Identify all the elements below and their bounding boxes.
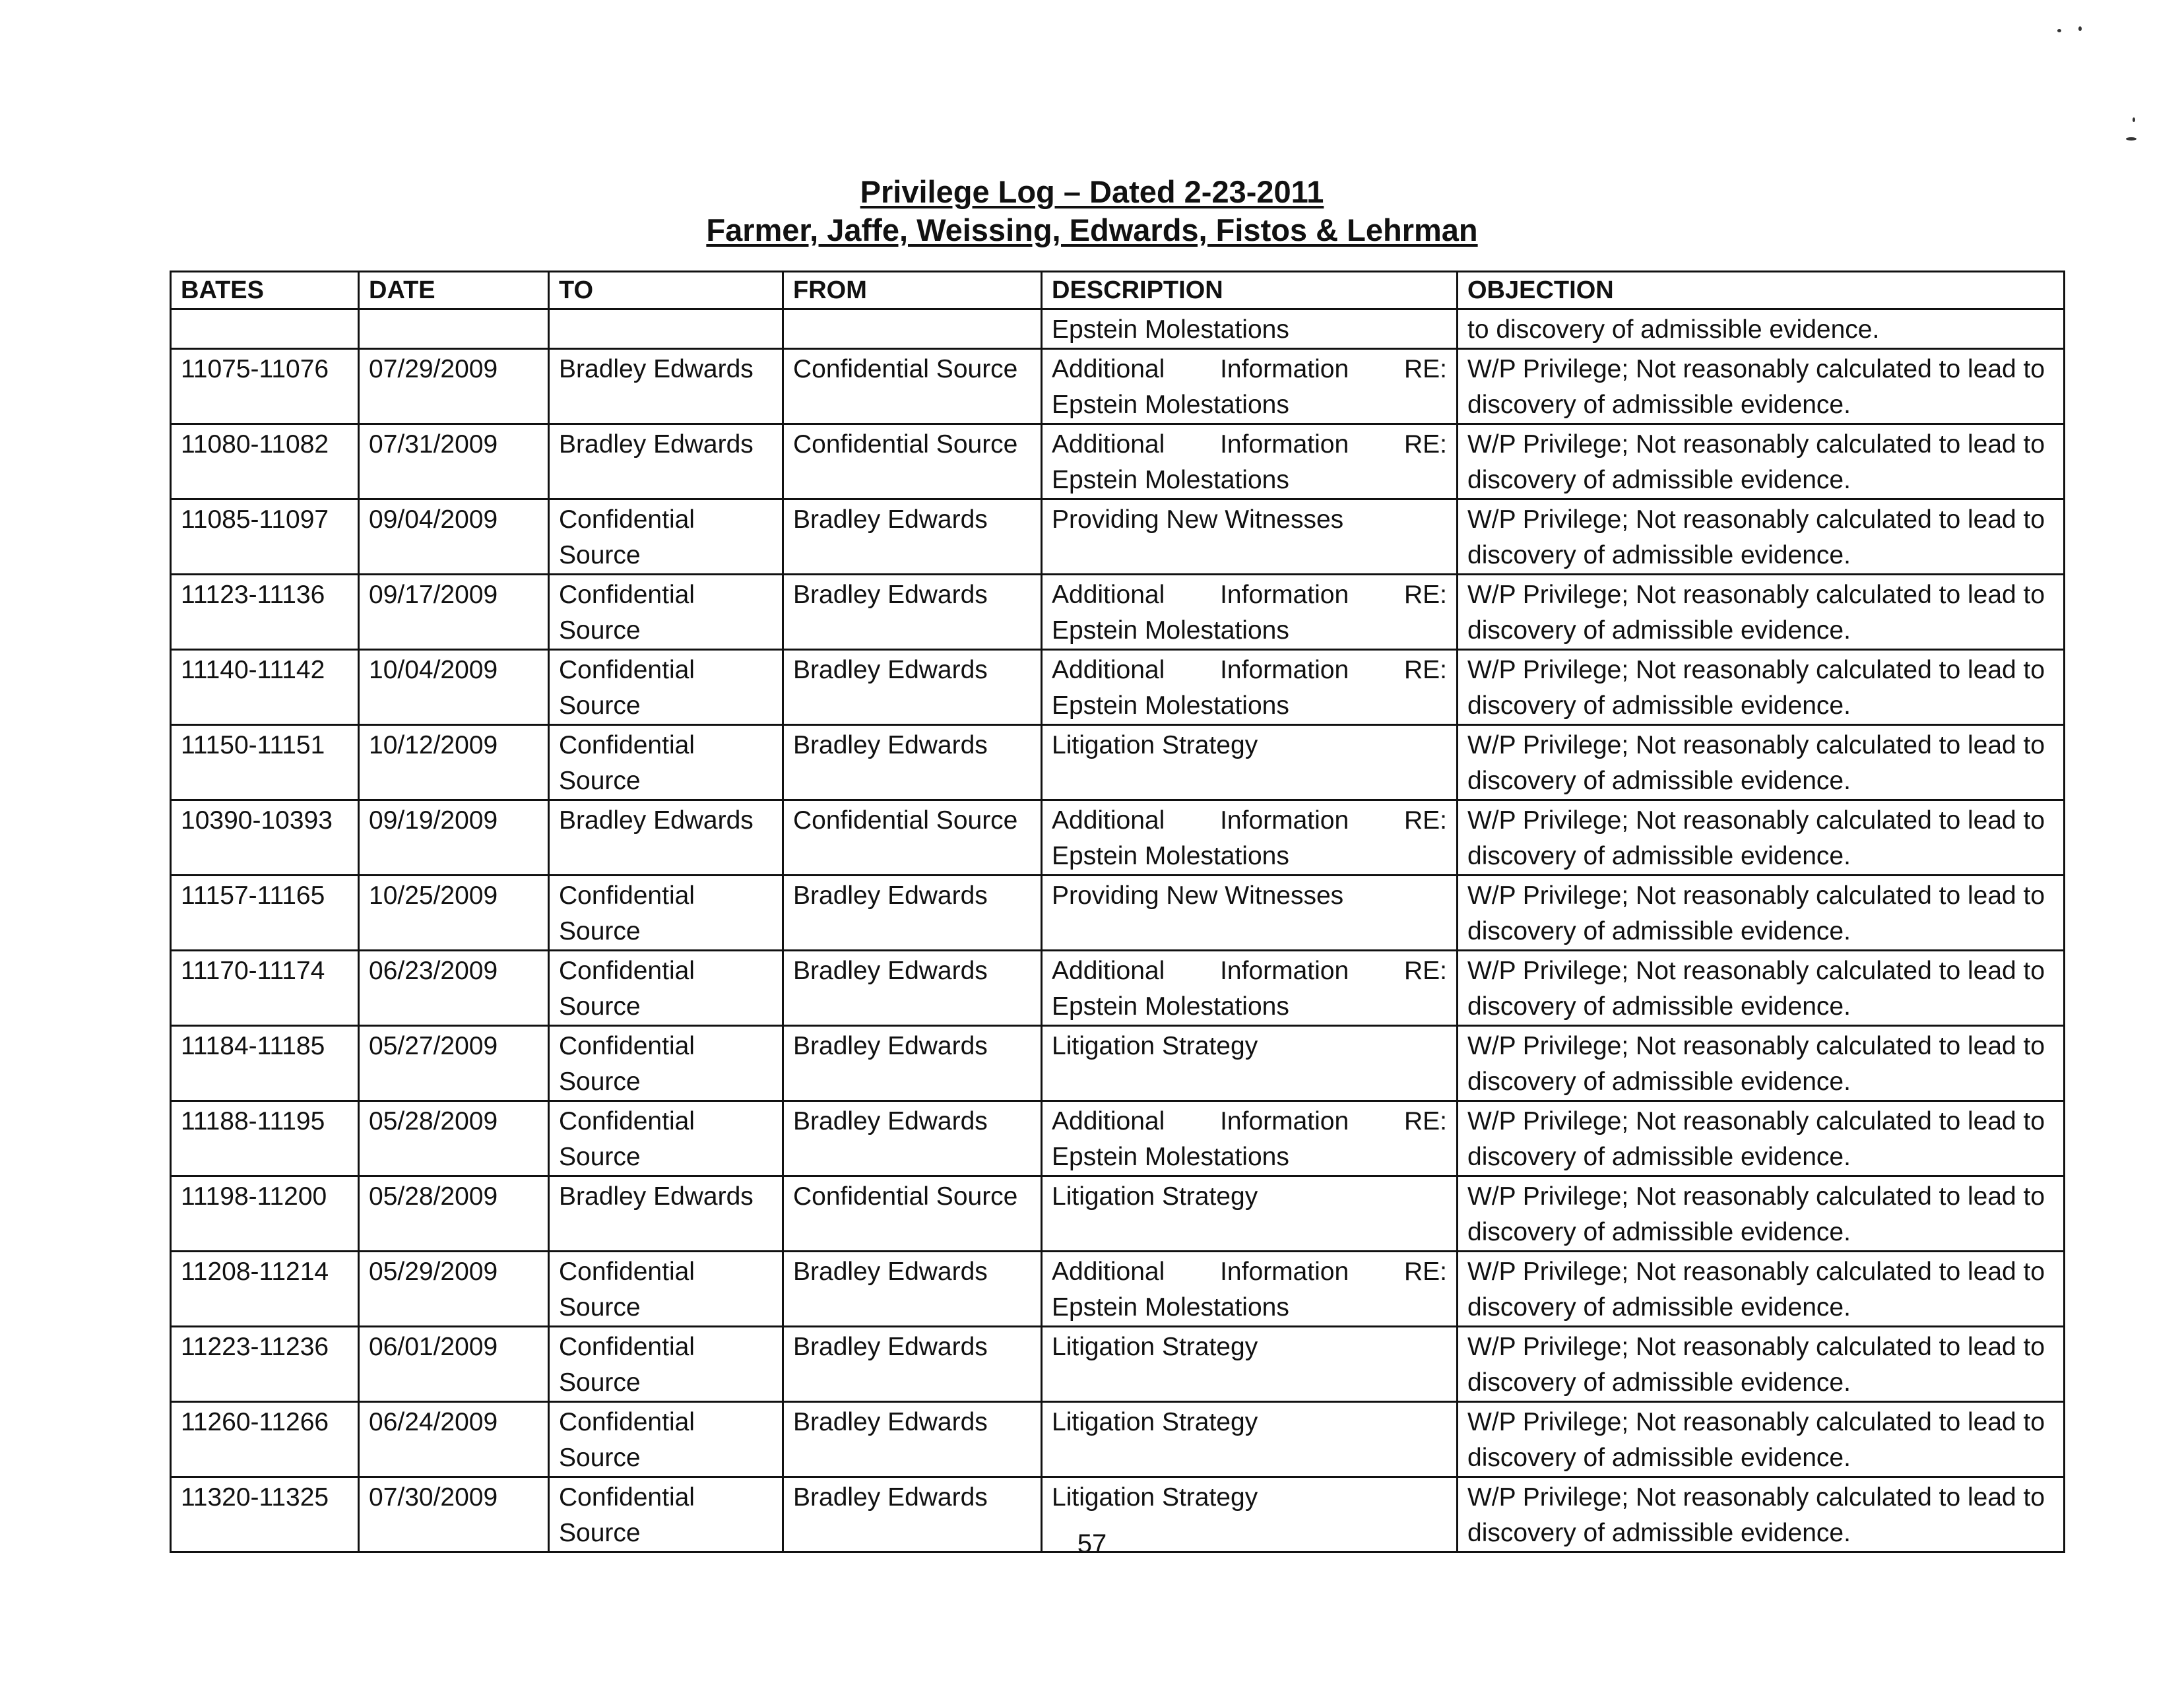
cell-objection: W/P Privilege; Not reasonably calculated to lead to discovery of admissible evidence. [1458, 1176, 2065, 1252]
cell-date: 10/04/2009 [359, 650, 549, 725]
cell-from: Confidential Source [783, 1176, 1042, 1252]
cell-bates: 11157-11165 [171, 876, 359, 951]
scan-speck [2133, 117, 2135, 122]
cell-to: Confidential Source [549, 1327, 783, 1402]
desc-word-re: RE: [1403, 957, 1447, 985]
continuation-row [171, 309, 2065, 349]
cell-from: Bradley Edwards [783, 1101, 1042, 1176]
column-header-objection: OBJECTION [1458, 272, 2065, 309]
cell-objection: W/P Privilege; Not reasonably calculated to lead to discovery of admissible evidence. [1458, 424, 2065, 499]
cell-to: Bradley Edwards [549, 349, 783, 424]
table-body [171, 309, 2065, 1552]
desc-line-epstein: Epstein Molestations [1052, 391, 1289, 419]
scan-speck [2126, 137, 2136, 141]
column-header-to: TO [549, 272, 783, 309]
desc-line-epstein: Epstein Molestations [1052, 1293, 1289, 1322]
desc-word-information: Information [1220, 355, 1349, 383]
cell-from: Bradley Edwards [783, 1327, 1042, 1402]
cell-date: 09/17/2009 [359, 575, 549, 650]
cell-date: 09/19/2009 [359, 800, 549, 876]
cell-bates: 11223-11236 [171, 1327, 359, 1402]
cell-description [1042, 650, 1458, 725]
cell-bates: 11198-11200 [171, 1176, 359, 1252]
column-header-date: DATE [359, 272, 549, 309]
cell-bates: 11188-11195 [171, 1101, 359, 1176]
cell-date: 07/30/2009 [359, 1477, 549, 1552]
scan-speck [2078, 26, 2082, 31]
privilege-log-table [170, 271, 2065, 1553]
cell-description [1042, 349, 1458, 424]
column-header-bates: BATES [171, 272, 359, 309]
cell-from: Bradley Edwards [783, 1252, 1042, 1327]
desc-word-additional: Additional [1052, 806, 1165, 835]
cell-objection: W/P Privilege; Not reasonably calculated to lead to discovery of admissible evidence. [1458, 951, 2065, 1026]
cell-objection: W/P Privilege; Not reasonably calculated to lead to discovery of admissible evidence. [1458, 349, 2065, 424]
desc-word-information: Information [1220, 430, 1349, 459]
table-row [171, 725, 2065, 800]
cell-to: Confidential Source [549, 876, 783, 951]
cell-description: Providing New Witnesses [1042, 499, 1458, 575]
desc-word-additional: Additional [1052, 656, 1165, 684]
cell-to: Confidential Source [549, 650, 783, 725]
cell-description: Litigation Strategy [1042, 725, 1458, 800]
cell-description: Epstein Molestations [1042, 309, 1458, 349]
cell-objection: W/P Privilege; Not reasonably calculated to lead to discovery of admissible evidence. [1458, 499, 2065, 575]
desc-word-re: RE: [1403, 355, 1447, 383]
cell-from: Bradley Edwards [783, 1477, 1042, 1552]
desc-word-information: Information [1220, 806, 1349, 835]
cell-bates: 11140-11142 [171, 650, 359, 725]
desc-line-epstein: Epstein Molestations [1052, 842, 1289, 870]
cell-objection: to discovery of admissible evidence. [1458, 309, 2065, 349]
cell-description: Litigation Strategy [1042, 1176, 1458, 1252]
cell-from: Bradley Edwards [783, 725, 1042, 800]
page-number: 57 [1077, 1529, 1107, 1558]
cell-bates: 11184-11185 [171, 1026, 359, 1101]
table-row [171, 800, 2065, 876]
desc-word-information: Information [1220, 1107, 1349, 1135]
cell-to [549, 309, 783, 349]
cell-description [1042, 1101, 1458, 1176]
cell-objection: W/P Privilege; Not reasonably calculated to lead to discovery of admissible evidence. [1458, 725, 2065, 800]
cell-objection: W/P Privilege; Not reasonably calculated to lead to discovery of admissible evidence. [1458, 1477, 2065, 1552]
cell-date: 10/25/2009 [359, 876, 549, 951]
cell-to: Bradley Edwards [549, 800, 783, 876]
table-row [171, 1176, 2065, 1252]
cell-bates: 11075-11076 [171, 349, 359, 424]
cell-date: 05/27/2009 [359, 1026, 549, 1101]
table-row [171, 424, 2065, 499]
cell-objection: W/P Privilege; Not reasonably calculated to lead to discovery of admissible evidence. [1458, 575, 2065, 650]
cell-bates: 11260-11266 [171, 1402, 359, 1477]
desc-word-additional: Additional [1052, 581, 1165, 609]
desc-word-re: RE: [1403, 430, 1447, 459]
cell-from: Bradley Edwards [783, 951, 1042, 1026]
desc-word-re: RE: [1403, 656, 1447, 684]
cell-from: Confidential Source [783, 349, 1042, 424]
cell-description: Litigation Strategy [1042, 1327, 1458, 1402]
description-additional-info [1052, 803, 1447, 874]
description-additional-info [1052, 653, 1447, 724]
cell-description [1042, 575, 1458, 650]
cell-description: Litigation Strategy [1042, 1402, 1458, 1477]
cell-date: 05/28/2009 [359, 1176, 549, 1252]
title-line-1: Privilege Log – Dated 2-23-2011 [860, 174, 1324, 209]
cell-to: Confidential Source [549, 1026, 783, 1101]
cell-bates: 11170-11174 [171, 951, 359, 1026]
desc-word-information: Information [1220, 957, 1349, 985]
desc-line-epstein: Epstein Molestations [1052, 616, 1289, 645]
desc-word-additional: Additional [1052, 957, 1165, 985]
table-row [171, 1026, 2065, 1101]
cell-date: 07/31/2009 [359, 424, 549, 499]
desc-word-re: RE: [1403, 1107, 1447, 1135]
cell-to: Confidential Source [549, 1101, 783, 1176]
cell-date: 05/28/2009 [359, 1101, 549, 1176]
cell-date: 07/29/2009 [359, 349, 549, 424]
table-row [171, 575, 2065, 650]
column-header-description: DESCRIPTION [1042, 272, 1458, 309]
cell-to: Confidential Source [549, 575, 783, 650]
cell-to: Confidential Source [549, 1252, 783, 1327]
column-header-from: FROM [783, 272, 1042, 309]
cell-date [359, 309, 549, 349]
description-additional-info [1052, 352, 1447, 423]
table-row [171, 876, 2065, 951]
cell-objection: W/P Privilege; Not reasonably calculated to lead to discovery of admissible evidence. [1458, 1327, 2065, 1402]
cell-bates: 10390-10393 [171, 800, 359, 876]
cell-to: Confidential Source [549, 499, 783, 575]
cell-from: Bradley Edwards [783, 1402, 1042, 1477]
cell-from: Confidential Source [783, 800, 1042, 876]
desc-word-re: RE: [1403, 806, 1447, 835]
table-row [171, 1402, 2065, 1477]
document-title [0, 173, 2184, 249]
cell-description [1042, 800, 1458, 876]
desc-word-additional: Additional [1052, 1107, 1165, 1135]
cell-from: Bradley Edwards [783, 650, 1042, 725]
cell-date: 05/29/2009 [359, 1252, 549, 1327]
table-row [171, 499, 2065, 575]
desc-line-epstein: Epstein Molestations [1052, 992, 1289, 1021]
description-additional-info [1052, 1104, 1447, 1175]
description-additional-info [1052, 1254, 1447, 1325]
cell-description: Litigation Strategy [1042, 1477, 1458, 1552]
desc-line-epstein: Epstein Molestations [1052, 691, 1289, 720]
desc-word-additional: Additional [1052, 430, 1165, 459]
cell-bates: 11150-11151 [171, 725, 359, 800]
cell-to: Confidential Source [549, 1477, 783, 1552]
cell-to: Bradley Edwards [549, 424, 783, 499]
desc-word-re: RE: [1403, 1258, 1447, 1286]
cell-objection: W/P Privilege; Not reasonably calculated to lead to discovery of admissible evidence. [1458, 800, 2065, 876]
description-additional-info [1052, 953, 1447, 1025]
cell-description: Litigation Strategy [1042, 1026, 1458, 1101]
desc-line-epstein: Epstein Molestations [1052, 1143, 1289, 1171]
cell-from: Bradley Edwards [783, 876, 1042, 951]
cell-to: Confidential Source [549, 1402, 783, 1477]
description-additional-info [1052, 577, 1447, 649]
table-row [171, 1252, 2065, 1327]
cell-bates: 11085-11097 [171, 499, 359, 575]
cell-from: Bradley Edwards [783, 499, 1042, 575]
desc-word-additional: Additional [1052, 355, 1165, 383]
cell-date: 06/01/2009 [359, 1327, 549, 1402]
table-row [171, 349, 2065, 424]
table-header-row [171, 272, 2065, 309]
cell-objection: W/P Privilege; Not reasonably calculated to lead to discovery of admissible evidence. [1458, 1026, 2065, 1101]
desc-word-additional: Additional [1052, 1258, 1165, 1286]
cell-objection: W/P Privilege; Not reasonably calculated to lead to discovery of admissible evidence. [1458, 1402, 2065, 1477]
cell-to: Bradley Edwards [549, 1176, 783, 1252]
cell-date: 06/23/2009 [359, 951, 549, 1026]
table-row [171, 1101, 2065, 1176]
cell-date: 09/04/2009 [359, 499, 549, 575]
table-row [171, 951, 2065, 1026]
cell-bates: 11208-11214 [171, 1252, 359, 1327]
cell-date: 10/12/2009 [359, 725, 549, 800]
desc-word-information: Information [1220, 1258, 1349, 1286]
table-row [171, 1327, 2065, 1402]
cell-from [783, 309, 1042, 349]
cell-description: Providing New Witnesses [1042, 876, 1458, 951]
cell-description [1042, 951, 1458, 1026]
scan-speck [2057, 29, 2061, 32]
desc-line-epstein: Epstein Molestations [1052, 466, 1289, 494]
cell-objection: W/P Privilege; Not reasonably calculated to lead to discovery of admissible evidence. [1458, 650, 2065, 725]
cell-objection: W/P Privilege; Not reasonably calculated to lead to discovery of admissible evidence. [1458, 1101, 2065, 1176]
cell-from: Bradley Edwards [783, 1026, 1042, 1101]
cell-bates: 11080-11082 [171, 424, 359, 499]
cell-bates [171, 309, 359, 349]
desc-word-re: RE: [1403, 581, 1447, 609]
cell-objection: W/P Privilege; Not reasonably calculated to lead to discovery of admissible evidence. [1458, 876, 2065, 951]
cell-from: Confidential Source [783, 424, 1042, 499]
cell-to: Confidential Source [549, 951, 783, 1026]
cell-from: Bradley Edwards [783, 575, 1042, 650]
cell-date: 06/24/2009 [359, 1402, 549, 1477]
cell-bates: 11320-11325 [171, 1477, 359, 1552]
desc-word-information: Information [1220, 656, 1349, 684]
cell-description [1042, 1252, 1458, 1327]
cell-to: Confidential Source [549, 725, 783, 800]
cell-bates: 11123-11136 [171, 575, 359, 650]
cell-objection: W/P Privilege; Not reasonably calculated to lead to discovery of admissible evidence. [1458, 1252, 2065, 1327]
desc-word-information: Information [1220, 581, 1349, 609]
title-line-2: Farmer, Jaffe, Weissing, Edwards, Fistos & Lehrman [706, 212, 1478, 247]
table-row [171, 650, 2065, 725]
cell-description [1042, 424, 1458, 499]
description-additional-info [1052, 427, 1447, 498]
